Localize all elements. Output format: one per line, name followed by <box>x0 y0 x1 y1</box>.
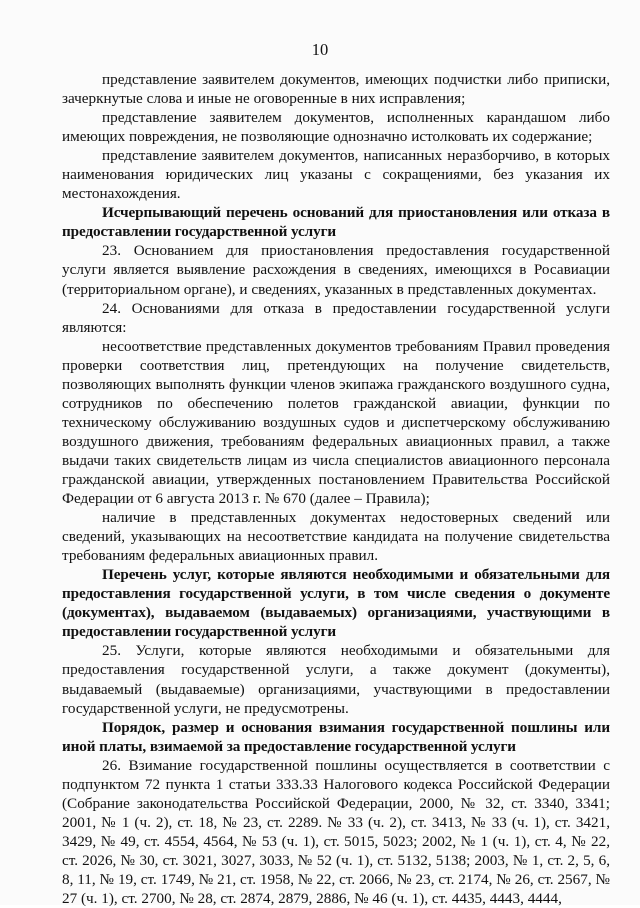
paragraph-erasures: представление заявителем документов, имеющих подчистки либо приписки, зачеркнутые слова и иные не оговоренные в них исправления; <box>62 71 610 108</box>
paragraph-illegible: представление заявителем документов, написанных неразборчиво, в которых наименования юридических лиц указаны с сокращениями, без указания их местонахождения. <box>62 147 610 203</box>
paragraph-rules-mismatch: несоответствие представленных документов требованиям Правил проведения проверки соответствия лиц, претендующих на получение свидетельств, позволяющих выполнять функции членов экипажа гражданского воздушного судна, сотрудников по обеспечению полетов гражданской авиации, функции по техническому обслуживанию воздушных судов и диспетчерскому обслуживанию воздушного движения, требованиям федеральных авиационных правил, а также выдачи таких свидетельств лицам из числа специалистов авиационного персонала гражданской авиации, утвержденных постановлением Правительства Российской Федерации от 6 августа 2013 г. № 670 (далее – Правила); <box>62 337 610 508</box>
document-body <box>62 70 610 908</box>
page-number: 10 <box>311 40 329 59</box>
paragraph-25: 25. Услуги, которые являются необходимыми и обязательными для предоставления государственной услуги, а также документ (документы), выдаваемый (выдаваемые) организациями, участвующими в предоставлении государственной услуги, не предусмотрены. <box>62 642 610 717</box>
paragraph-false-info: наличие в представленных документах недостоверных сведений или сведений, указывающих на несоответствие кандидата на получение свидетельства требованиям федеральных авиационных правил. <box>62 509 610 565</box>
paragraph-23: 23. Основанием для приостановления предоставления государственной услуги является выявление расхождения в сведениях, имеющихся в Росавиации (территориальном органе), и сведениях, указанных в представленных документах. <box>62 242 610 298</box>
heading-state-fee: Порядок, размер и основания взимания государственной пошлины или иной платы, взимаемой за предоставление государственной услуги <box>62 718 610 755</box>
heading-grounds-refusal: Исчерпывающий перечень оснований для приостановления или отказа в предоставлении государственной услуги <box>62 204 610 241</box>
paragraph-26: 26. Взимание государственной пошлины осуществляется в соответствии с подпунктом 72 пункта 1 статьи 333.33 Налогового кодекса Российской Федерации (Собрание законодательства Российской Федерации, 2000, № 32, ст. 3340, 3341; 2001, № 1 (ч. 2), ст. 18, № 23, ст. 2289. № 33 (ч. 2), ст. 3413, № 33 (ч. 1), ст. 3421, 3429, № 49, ст. 4554, 4564, № 53 (ч. 1), ст. 5015, 5023; 2002, № 1 (ч. 1), ст. 4, № 22, ст. 2026, № 30, ст. 3021, 3027, 3033, № 52 (ч. 1), ст. 5132, 5138; 2003, № 1, ст. 2, 5, 6, 8, 11, № 19, ст. 1749, № 21, ст. 1958, № 22, ст. 2066, № 23, ст. 2174, № 26, ст. 2567, № 27 (ч. 1), ст. 2700, № 28, ст. 2874, 2879, 2886, № 46 (ч. 1), ст. 4435, 4443, 4444, <box>62 756 610 908</box>
paragraph-pencil: представление заявителем документов, исполненных карандашом либо имеющих повреждения, не позволяющие однозначно истолковать их содержание; <box>62 109 610 146</box>
heading-necessary-services: Перечень услуг, которые являются необходимыми и обязательными для предоставления государственной услуги, в том числе сведения о документе (документах), выдаваемом (выдаваемых) организациями, участвующими в предоставлении государственной услуги <box>62 566 610 641</box>
paragraph-24: 24. Основаниями для отказа в предоставлении государственной услуги являются: <box>62 299 610 336</box>
